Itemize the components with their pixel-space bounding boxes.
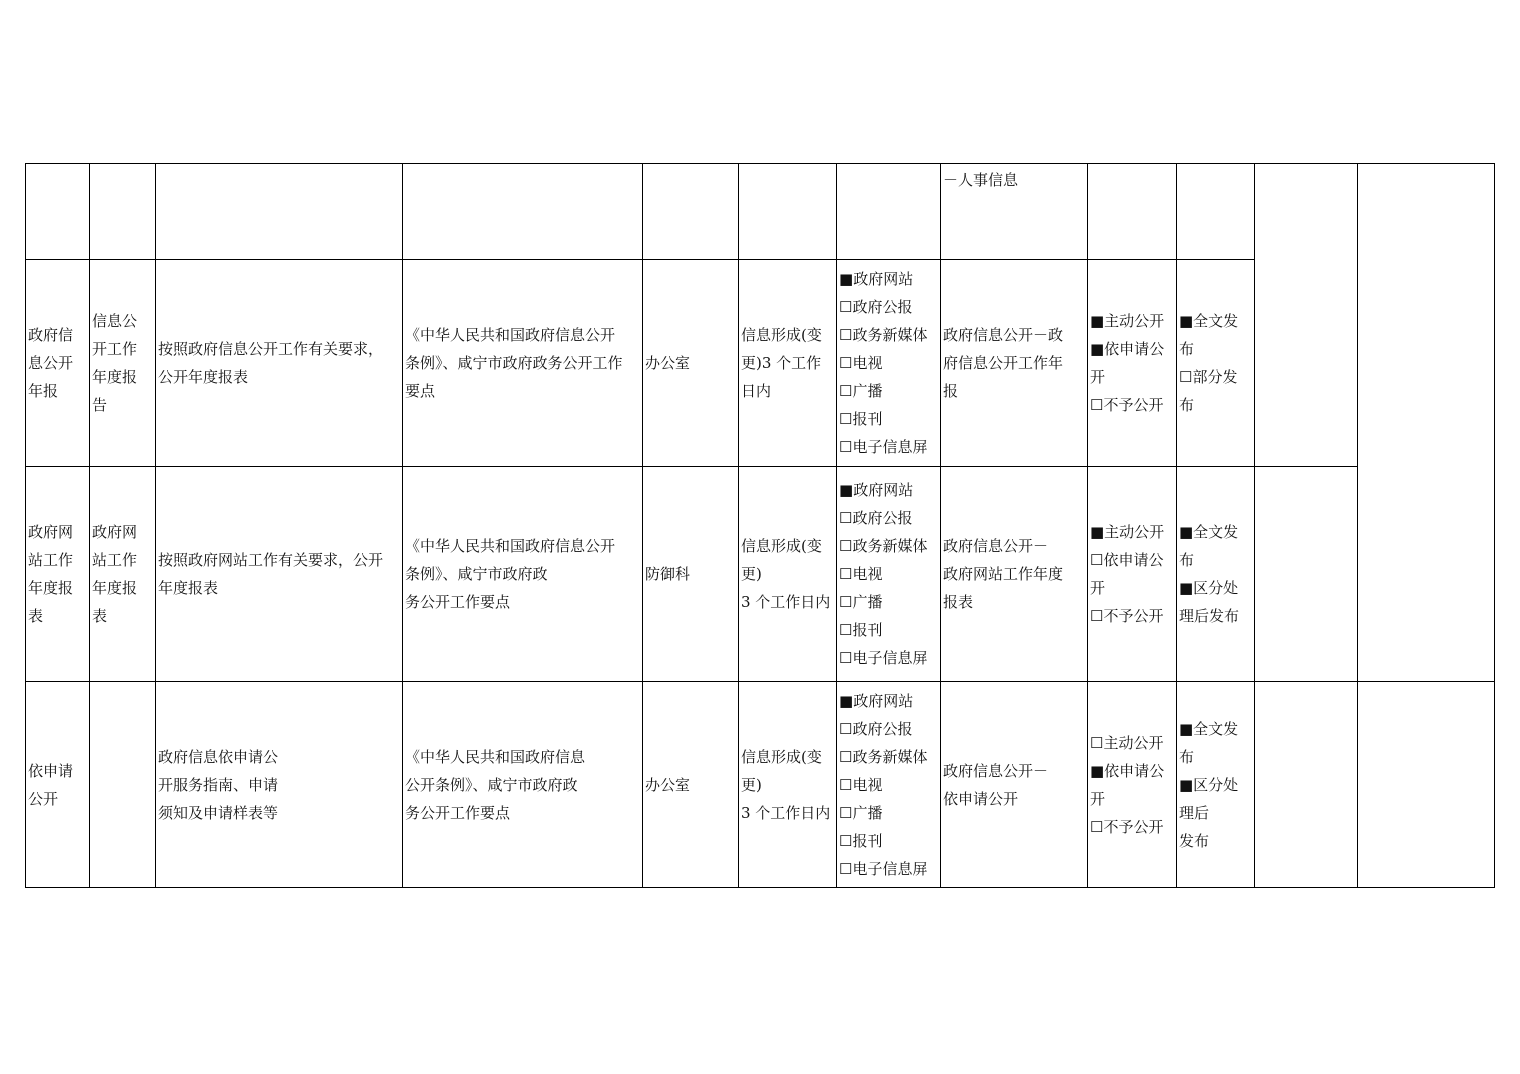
channel-option [839,827,927,855]
channel-label: 电视 [852,775,883,794]
cell-text: 办公室 [645,354,691,372]
time-cell [739,260,836,466]
checkbox-icon: ■ [839,270,854,288]
checkbox-icon: ☐ [839,747,853,766]
channel-label: 电视 [852,354,883,372]
location-cell [941,467,1087,681]
time-cell [739,682,836,887]
cell-text: ■全文发 布 ☐部分发 布 [1179,312,1239,414]
location-cell [941,260,1087,466]
channel-option [839,504,927,532]
cell-text: 政府信息公开－政 府信息公开工作年 报 [943,326,1064,400]
checkbox-icon: ☐ [839,831,853,850]
channel-option [839,799,927,827]
top-row-location-cell [941,164,1087,259]
checkbox-icon: ☐ [839,298,853,316]
channel-label: 电子信息屏 [852,649,928,667]
channel-option [839,855,927,883]
channel-label: 政府网站 [853,270,914,288]
checkbox-icon: ■ [839,691,854,710]
channel-option [839,687,927,715]
subitem-cell [90,260,155,466]
channel-option [839,405,927,433]
channel-label: 政府公报 [852,719,913,738]
channel-option [839,715,927,743]
channel-label: 电子信息屏 [852,438,928,456]
checkbox-icon: ☐ [839,326,853,344]
cell-text: 政府网 站工作 年度报 表 [28,523,74,625]
item-cell [26,682,89,887]
cell-text: 信息公 开工作 年度报 告 [92,312,138,414]
channel-option [839,321,927,349]
cell-text: 办公室 [645,775,691,794]
checkbox-icon: ☐ [839,509,853,527]
channel-label: 电视 [852,565,883,583]
channels-cell [837,682,940,887]
checkbox-icon: ☐ [839,537,853,555]
unit-cell [643,682,738,887]
checkbox-icon: ☐ [839,565,853,583]
channel-label: 政务新媒体 [852,326,928,344]
channel-option [839,560,927,588]
channel-option [839,616,927,644]
channel-option [839,377,927,405]
channel-option [839,588,927,616]
checkbox-icon: ☐ [839,410,853,428]
checkbox-icon: ☐ [839,354,853,372]
channel-option [839,293,927,321]
checkbox-icon: ☐ [839,775,853,794]
channel-option [839,476,927,504]
cell-text: 政府信息依申请公 开服务指南、申请 须知及申请样表等 [158,747,279,822]
channel-option [839,532,927,560]
channels-cell [837,467,940,681]
channel-label: 广播 [852,593,883,611]
form-cell [1177,467,1254,681]
cell-text: ☐主动公开 ■依申请公 开 ☐不予公开 [1090,733,1165,836]
checkbox-icon: ☐ [839,649,853,667]
cell-text: 《中华人民共和国政府信息 公开条例》、咸宁市政府政 务公开工作要点 [405,747,586,822]
cell-text: ■全文发 布 ■区分处 理后发布 [1179,523,1240,625]
mode-cell [1088,467,1176,681]
content-cell [156,260,402,466]
channel-option [839,743,927,771]
basis-cell [403,260,642,466]
channel-label: 政务新媒体 [852,537,928,555]
mode-cell [1088,682,1176,887]
channel-label: 报刊 [852,831,883,850]
channel-option [839,265,927,293]
checkbox-icon: ☐ [839,803,853,822]
content-cell [156,682,402,887]
channel-label: 广播 [852,382,883,400]
item-cell [26,260,89,466]
channel-label: 政府公报 [852,298,913,316]
channel-label: 报刊 [852,621,883,639]
unit-cell [643,260,738,466]
cell-text: 《中华人民共和国政府信息公开 条例》、咸宁市政府政务公开工作 要点 [405,326,623,400]
mode-cell [1088,260,1176,466]
channel-label: 报刊 [852,410,883,428]
content-cell [156,467,402,681]
cell-text: 按照政府信息公开工作有关要求， 公开年度报表 [158,340,384,386]
channel-label: 广播 [852,803,883,822]
form-cell [1177,260,1254,466]
channel-list [839,687,927,883]
cell-text: 按照政府网站工作有关要求，公开 年度报表 [158,551,384,597]
cell-text: ■全文发 布 ■区分处 理后 发布 [1179,719,1239,850]
cell-text: 《中华人民共和国政府信息公开 条例》、咸宁市政府政 务公开工作要点 [405,537,616,611]
channel-option [839,349,927,377]
channel-label: 政务新媒体 [852,747,928,766]
checkbox-icon: ☐ [839,593,853,611]
cell-text: ■主动公开 ■依申请公 开 ☐不予公开 [1090,312,1165,414]
checkbox-icon: ■ [839,481,854,499]
channel-label: 电子信息屏 [852,859,928,878]
cell-text: 信息形成(变 更) 3 个工作日内 [741,537,831,611]
location-cell [941,682,1087,887]
subitem-cell [90,467,155,681]
subitem-cell [90,682,155,887]
channels-cell [837,260,940,466]
channel-option [839,644,927,672]
channel-label: 政府网站 [853,481,914,499]
cell-text: 政府信息公开－ 政府网站工作年度 报表 [943,537,1064,611]
cell-text: 政府信息公开－ 依申请公开 [943,761,1049,808]
checkbox-icon: ☐ [839,382,853,400]
channel-list [839,476,927,672]
cell-text: 政府信 息公开 年报 [28,326,74,400]
cell-text: 依申请 公开 [28,761,74,808]
cell-text: 防御科 [645,565,691,583]
cell-text: 信息形成(变 更) 3 个工作日内 [741,747,831,822]
checkbox-icon: ☐ [839,621,853,639]
cell-text: 信息形成(变 更)3 个工作 日内 [741,326,822,400]
cell-text: 政府网 站工作 年度报 表 [92,523,138,625]
checkbox-icon: ☐ [839,719,853,738]
basis-cell [403,682,642,887]
checkbox-icon: ☐ [839,438,853,456]
channel-option [839,771,927,799]
channel-list [839,265,927,461]
checkbox-icon: ☐ [839,859,853,878]
form-cell [1177,682,1254,887]
unit-cell [643,467,738,681]
cell-text: －人事信息 [943,171,1019,189]
channel-option [839,433,927,461]
cell-text: ■主动公开 ☐依申请公 开 ☐不予公开 [1090,523,1165,625]
channel-label: 政府公报 [852,509,913,527]
channel-label: 政府网站 [853,691,914,710]
item-cell [26,467,89,681]
time-cell [739,467,836,681]
basis-cell [403,467,642,681]
